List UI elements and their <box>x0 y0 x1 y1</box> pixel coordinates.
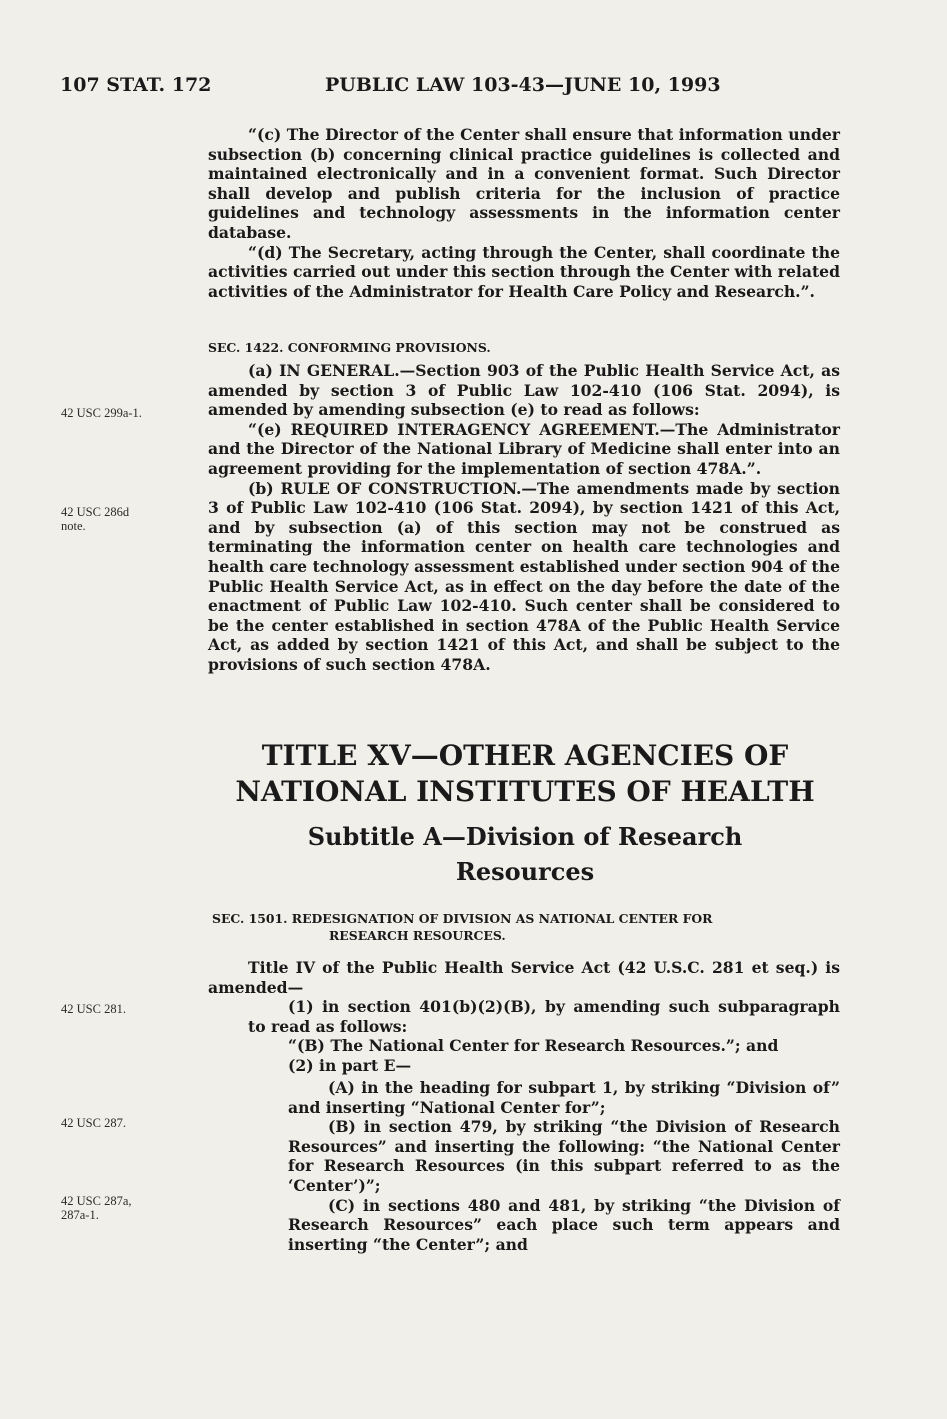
section-1501-heading-line1: SEC. 1501. REDESIGNATION OF DIVISION AS NATIONAL CENTER FOR <box>212 911 713 926</box>
paragraph-e: “(e) REQUIRED INTERAGENCY AGREEMENT.—The Administrator and the Director of the National Library of Medicine shall enter into an agreement providing for the implementation of section 478A.”. <box>208 419 840 478</box>
margin-note-287: 42 USC 287. <box>61 1116 126 1130</box>
margin-note-286d <box>61 505 129 533</box>
title-line: NATIONAL INSTITUTES OF HEALTH <box>235 775 815 808</box>
paragraph-a: (a) IN GENERAL.—Section 903 of the Public Health Service Act, as amended by section 3 of Public Law 102-410 (106 Stat. 2094), is amended by amending subsection (e) to read as follows: <box>208 361 840 420</box>
item-2c: (C) in sections 480 and 481, by striking “the Division of Research Resources” each place such term appears and inserting “the Center”; and <box>288 1195 840 1254</box>
section-1422-heading: SEC. 1422. CONFORMING PROVISIONS. <box>208 340 491 355</box>
subtitle-a-heading <box>180 819 870 889</box>
item-1-text: (1) in section 401(b)(2)(B), by amending such subparagraph to read as follows: <box>248 997 840 1036</box>
section-1501-heading-line2: RESEARCH RESOURCES. <box>329 928 506 943</box>
page-header-title: PUBLIC LAW 103-43—JUNE 10, 1993 <box>325 74 721 96</box>
title-line: TITLE XV—OTHER AGENCIES OF <box>261 739 789 772</box>
title-xv-heading <box>180 738 870 810</box>
subtitle-line: Subtitle A—Division of Research <box>307 822 743 851</box>
item-1-quote: “(B) The National Center for Research Resources.”; and <box>288 1036 779 1056</box>
paragraph-c: “(c) The Director of the Center shall ensure that information under subsection (b) concerning clinical practice guidelines is collected and maintained electronically and in a convenient format. Such Director shall develop and publish criteria for the inclusion of practice guidelines and technology assessments in the information center database. <box>208 125 840 242</box>
stat-reference: 107 STAT. 172 <box>60 74 212 96</box>
item-1 <box>208 997 840 1036</box>
section-1501-body <box>208 958 840 1076</box>
subtitle-line: Resources <box>455 857 595 886</box>
section-1422-body <box>208 361 840 675</box>
item-2b: (B) in section 479, by striking “the Division of Research Resources” and inserting the following: “the National Center for Research Resources (in this subpart referred to as the ‘Center’)”; <box>288 1117 840 1195</box>
margin-note-line: note. <box>61 519 86 533</box>
section-1421-continuation <box>208 125 840 301</box>
margin-note-line: 287a-1. <box>61 1208 99 1222</box>
part-e-subitems <box>288 1078 840 1254</box>
intro-paragraph: Title IV of the Public Health Service Act (42 U.S.C. 281 et seq.) is amended— <box>208 958 840 997</box>
margin-note-line: 42 USC 286d <box>61 505 130 519</box>
item-2: (2) in part E— <box>288 1055 412 1075</box>
margin-note-line: 42 USC 287a, <box>61 1194 132 1208</box>
item-2a: (A) in the heading for subpart 1, by striking “Division of” and inserting “National Center for”; <box>288 1078 840 1117</box>
paragraph-d: “(d) The Secretary, acting through the Center, shall coordinate the activities carried out under this section through the Center with related activities of the Administrator for Health Care Policy and Research.”. <box>208 242 840 301</box>
margin-note-287a <box>61 1194 132 1222</box>
paragraph-b: (b) RULE OF CONSTRUCTION.—The amendments made by section 3 of Public Law 102-410 (106 Stat. 2094), by section 1421 of this Act, and by subsection (a) of this section may not be construed as terminating the information center on health care technologies and health care technology assessment established under section 904 of the Public Health Service Act, as in effect on the day before the date of the enactment of Public Law 102-410. Such center shall be considered to be the center established in section 478A of the Public Health Service Act, as added by section 1421 of this Act, and shall be subject to the provisions of such section 478A. <box>208 478 840 674</box>
margin-note-299a-1: 42 USC 299a-1. <box>61 406 142 420</box>
margin-note-281: 42 USC 281. <box>61 1002 126 1016</box>
